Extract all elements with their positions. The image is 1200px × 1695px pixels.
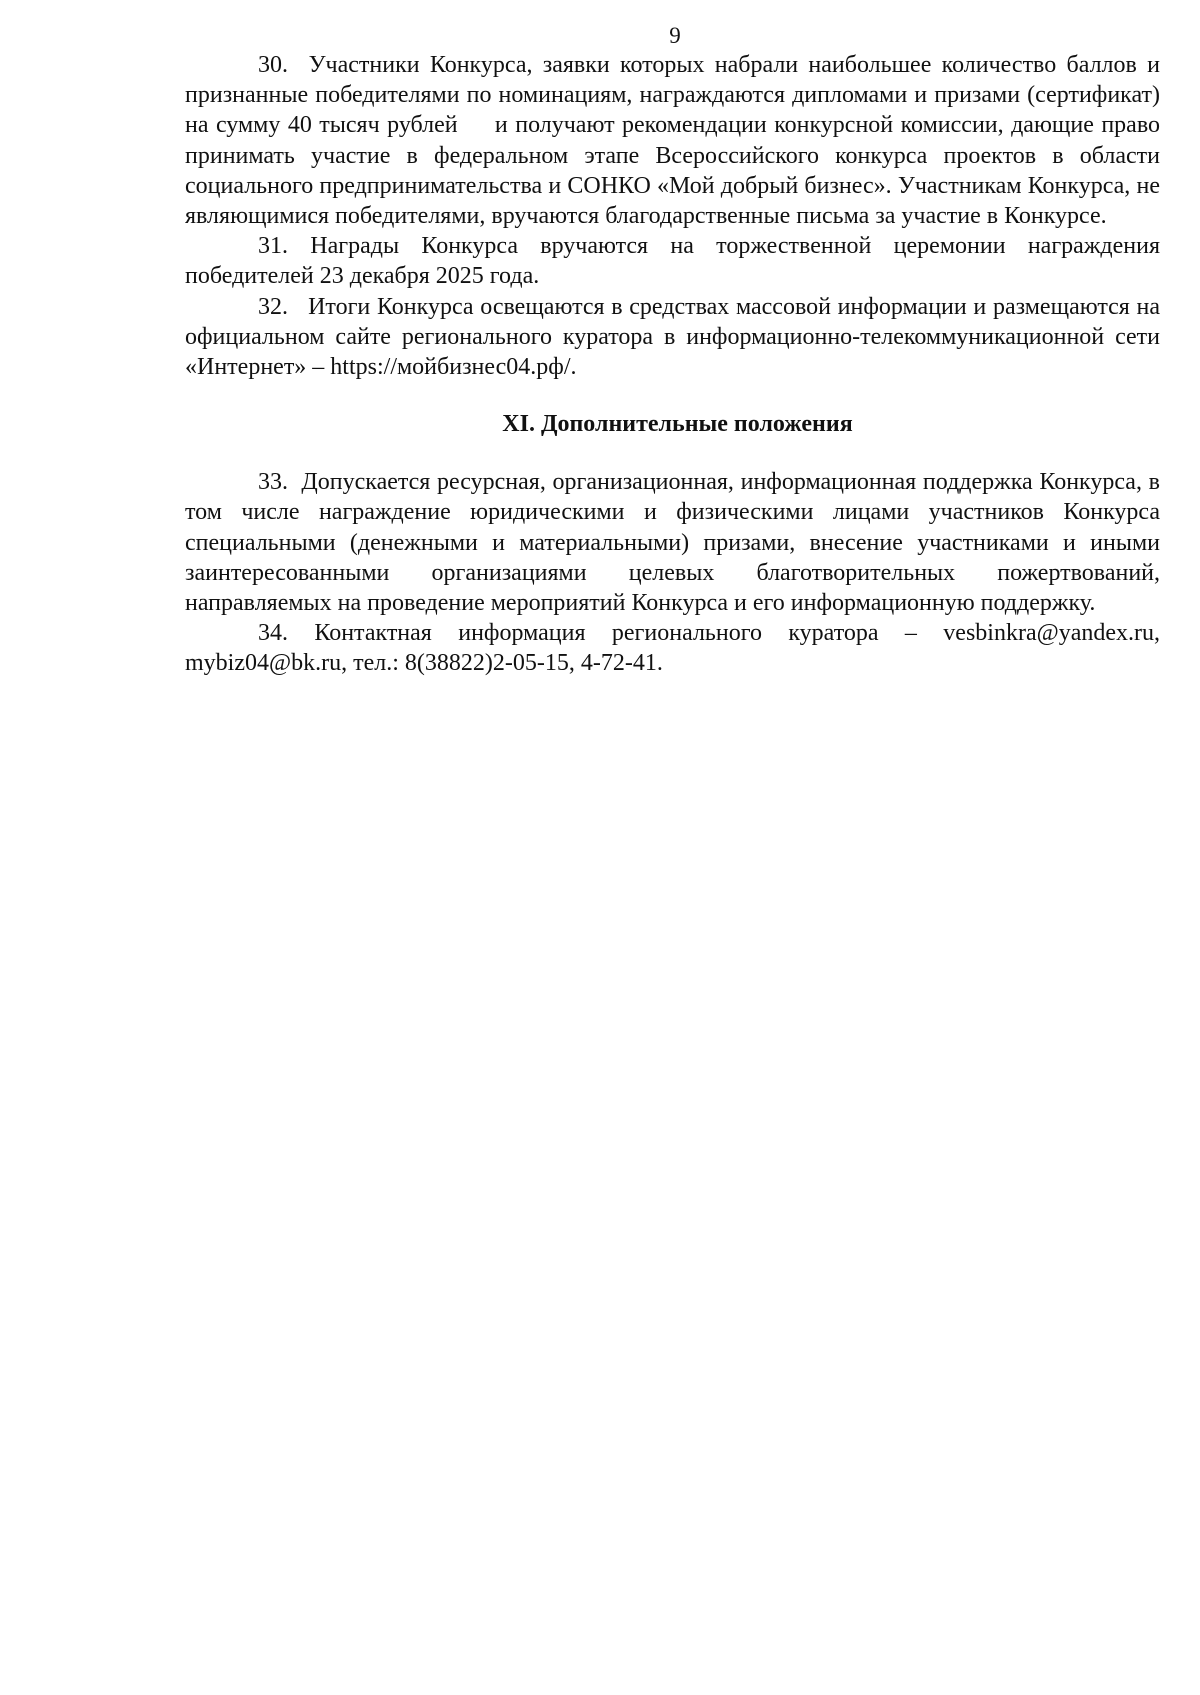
section-heading: XI. Дополнительные положения — [502, 411, 853, 438]
paragraph-34: 34. Контактная информация регионального куратора – vesbinkra@yandex.ru, mybiz04@bk.ru, тел.: 8(38822)2-05-15, 4-72-41. — [185, 620, 1160, 677]
paragraph-30: 30. Участники Конкурса, заявки которых набрали наибольшее количество баллов и признанные победителями по номинациям, награждаются дипломами и призами (сертификат) на сумму 40 тысяч рублей и получают рекомендации конкурсной комиссии, дающие право принимать участие в федеральном этапе Всероссийского конкурса проектов в области социального предпринимательства и СОНКО «Мой добрый бизнес». Участникам Конкурса, не являющимися победителями, вручаются благодарственные письма за участие в Конкурсе. — [185, 52, 1160, 230]
paragraph-31: 31. Награды Конкурса вручаются на торжественной церемонии награждения победителей 23 декабря 2025 года. — [185, 233, 1160, 290]
document-body — [185, 50, 1160, 679]
page-number: 9 — [669, 23, 681, 48]
paragraph-32: 32. Итоги Конкурса освещаются в средствах массовой информации и размещаются на официальном сайте регионального куратора в информационно-телекоммуникационной сети «Интернет» – https://мойбизнес04.рф/. — [185, 293, 1160, 381]
paragraph-33: 33. Допускается ресурсная, организационная, информационная поддержка Конкурса, в том числе награждение юридическими и физическими лицами участников Конкурса специальными (денежными и материальными) призами, внесение участниками и иными заинтересованными организациями целевых благотворительных пожертвований, направляемых на проведение мероприятий Конкурса и его информационную поддержку. — [185, 469, 1160, 617]
